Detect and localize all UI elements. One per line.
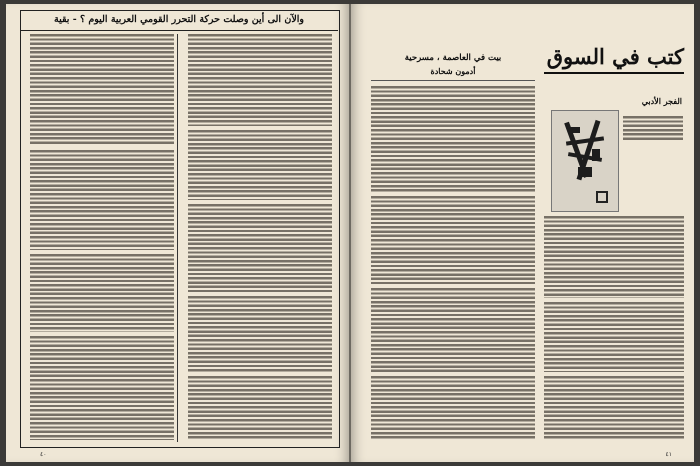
paragraph — [371, 196, 535, 284]
running-head: والآن الى أين وصلت حركة التحرر القومي العربية اليوم ؟ - بقية — [20, 10, 338, 31]
title-rule — [544, 72, 684, 74]
paragraph — [188, 130, 332, 200]
paragraph — [371, 86, 535, 192]
column-rule — [177, 34, 178, 442]
article-title: بيت في العاصمة ، مسرحية — [404, 53, 502, 63]
paragraph — [188, 296, 332, 372]
book-cover-image — [551, 110, 619, 212]
magazine-spread — [6, 4, 694, 462]
paragraph — [623, 116, 683, 142]
book-cover-art — [552, 111, 618, 211]
paragraph — [371, 288, 535, 372]
text-column-left — [30, 34, 174, 442]
right-page — [351, 4, 694, 462]
left-page — [6, 4, 349, 462]
page-number: ٤٠ — [40, 451, 47, 458]
section-label: الفجر الأدبي — [641, 96, 682, 106]
text-column-right — [188, 34, 332, 442]
paragraph — [544, 216, 684, 298]
title-underline — [371, 80, 535, 81]
paragraph — [188, 204, 332, 292]
article-author: أدمون شحادة — [430, 66, 476, 76]
paragraph — [30, 34, 174, 146]
paragraph — [30, 336, 174, 440]
paragraph — [30, 254, 174, 332]
paragraph — [544, 376, 684, 440]
page-number: ٤١ — [665, 451, 672, 458]
paragraph — [30, 150, 174, 250]
column-title: كتب في السوق — [546, 44, 684, 69]
paragraph — [188, 34, 332, 126]
paragraph — [544, 302, 684, 372]
paragraph — [371, 376, 535, 440]
paragraph — [188, 376, 332, 440]
